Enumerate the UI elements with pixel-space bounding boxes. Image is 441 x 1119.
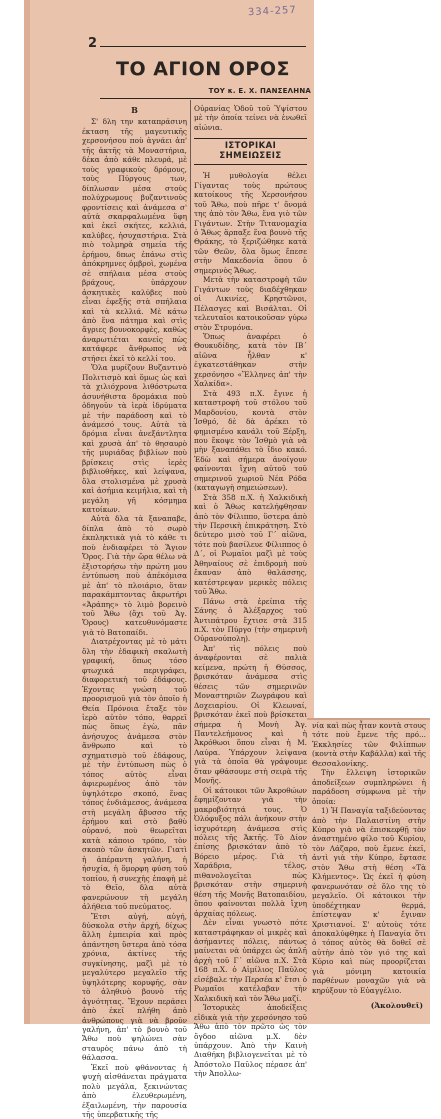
column2-paragraph: Ὅπως ἀναφέρει ὁ Θουκυδίδης, κατὰ τὸν ΙΒ΄ αἰῶνα ἦλθαν κ' ἐγκατεστάθηκαν στὴν χερσόνησο «Ἕλληνες ἀπ' τὴν Χαλκίδα».	[194, 331, 307, 389]
archive-reference-note: 334-257	[247, 4, 298, 19]
column2-paragraph: Στὰ 493 π.Χ. ἔγινε ἡ καταστροφὴ τοῦ στόλου τοῦ Μαρδονίου, κοντὰ στὸν Ἰσθμό, δὲ δὰ ἀρέκει τὸ φημισμένο κανάλι τοῦ Ξέρξη, που ἔκοψε τὸν Ἰσθμὸ γιὰ νὰ μὴν ξαναπάθει τὸ ἴδιο κακό. Ἐδὼ καὶ σήμερα ἀνοίγουν φαίνονται ἴχνη αὐτοῦ τοῦ σημερινοῦ χωριοῦ Νέα Ρόδα (καταγωγὴ σημειώσεων).	[194, 388, 307, 493]
column1-paragraph: Ἔτσι αὐγή, αὐγή, δύσκολα στὴν ἀρχή, δίχως ἄλλη ἐμπειρία καὶ πρὸς ἀπάντηση ὕστερα ἀπὸ τόσα χρόνια, ἀκτίνες τῆς συγκίνησης, μαζὶ μὲ τὸ μεγαλύτερο μεγαλεῖο τῆς ὑψηλότερης κορυφῆς, σὰν τὸ ἀληθινὸ βουνὸ τῆς ἁγνότητας. Ἔχουν περάσει ἀπὸ ἐκεῖ πλήθη ἀπὸ ἀνθρώπους γιὰ νὰ βροῦν γαλήνη, ἀπ' τὸ βουνὸ τοῦ Ἄθω ποὺ ψηλώνει σὰν σταυρὸς πάνω ἀπὸ τὴ θάλασσα.	[82, 911, 187, 1063]
column2-paragraph: Δὲν εἶναι γνωστὸ πότε καταστράφηκαν οἱ μικρὲς καὶ ἀσήμαντες πόλεις, πάντως μαίνεται νὰ ὑπάρχει ὡς ἀπλῆ ἀρχὴ τοῦ Γ΄ αἰῶνα π.Χ. Στὰ 168 π.Χ. ὁ Αἰμίλιος Παῦλος εἰσέβαλε τὴν Περσέα κ' ἔτσι ὁ Ρωμαῖοι κατέλαβαν τὴν Χαλκιδικὴ καὶ τὸν Ἄθω μαζί.	[194, 918, 307, 1003]
section-subheading: ΙΣΤΟΡΙΚΑΙ ΣΗΜΕΙΩΣΕΙΣ	[194, 138, 307, 165]
article-byline: ΤΟΥ κ. Ε. Χ. ΠΑΝΣΕΛΗΝΑ	[208, 87, 311, 95]
column-divider	[190, 100, 191, 1012]
section-marker: Β	[131, 105, 138, 115]
column3-paragraph: νία καὶ πὼς ἦταν κοντὰ στους τότε ποὺ ἔμενε τῆς πρό... Ἐκκλησίες τῶν Φιλίππων (κοντὰ στὴν Καβάλλα) καὶ τῆς Θεσσαλονίκης.	[312, 721, 426, 768]
article-column-1	[82, 104, 187, 1119]
column1-paragraph: Διατρέχοντας μὲ τὸ μάτι ὅλη τὴν ἐδαφικὴ σκαλωτὴ γραφική, ὅπως τόσο φτωχικά περιγράφει, διαφορετικὴ τοῦ ἐδάφους. Ἐχοντας γνώση τοῦ προορισμοῦ γιὰ τὸν ὁποῖο ἡ Θεία Πρόνοια ἔταξε τὸν ἱερὸ αὐτὸν τόπο, θαρρεῖ πὼς ὅπως ἐγὼ, πᾶν ἀνήσυχος ἀνάμεσα στὸν ἄνθρωπο καὶ τὸ σχηματισμὸ τοῦ ἐδάφους, μὲ τὴν ἐντύπωση πὼς ὁ τόπος αὐτὸς εἶναι ἀφιερωμένος ἀπὸ τὸν ὑψηλότερο σκοπό, ἕνας τόπος ἐνδιάμεσος, ἀνάμεσα στὴ μεγάλη ἄβυσσο τῆς ἐρήμου καὶ στὸ βαθὺ οὐρανό, ποὺ θεωρεῖται κατὰ κάποιο τρόπο, τὸν σκοπὸ τῶν ἀσκητῶν. Γιατὶ ἡ ἀπέραντη γαλήνη, ἡ ἡσυχία, ἡ ὅμορφη φύση τοῦ τοπίου, ἡ συνεχὴς ἐπαφὴ μὲ τὸ Θεῖο, δλα αὐτὰ φανερώνουν τὴ μεγάλη ἀλήθεια τοῦ πνεύματος.	[82, 637, 187, 912]
column1-paragraph: Ἐκεῖ ποὺ φθάνοντας ἡ ψυχὴ αἰσθάνεται πράγματα πολὺ μεγάλα, ξεκινώντας ἀπὸ ἐλευθερωμένη, ἐξαιλωμένη, τὴν παρουσία τῆς ὑπερβατικῆς τῆς	[82, 1062, 187, 1119]
column1-paragraph: Ὅλα μυρίζουν Βυζαντινὸ Πολιτισμὸ καὶ ὅμως ὡς καὶ τὰ χιλιόχρονα λιθόστρωτα ἀσυνήθιστα δρομάκια ποὺ ὁδηγοῦν τὰ ἱερὰ ἱδρύματα μὲ τὴν παράδοση καὶ τὸ ἀνάμεσό τους. Αὐτὰ τὰ δρόμια εἶναι ἀνεξάντλητα καὶ χρυσὰ ἀπ' τὸ θησαυρὸ τῆς μυριάδας βιβλίων ποὺ βρίσκεις στὶς ἱερὲς βιβλιοθῆκες, καὶ λείψανα, ὅλα στολισμένα μὲ χρυσὰ καὶ ἀσήμια κειμήλια, καὶ τὴ μεγάλη γῆ κόσμημα κατοίκων.	[82, 363, 187, 515]
column3-paragraph: Τὴν ἔλλειψη ἱστορικῶν ἀποδείξεων συμπληρώνει ἡ παράδοση σύμφωνα μὲ τὴν ὁποία:	[312, 768, 426, 806]
article-column-3	[312, 721, 426, 1011]
continued-label: (Ἀκολουθεῖ)	[370, 1001, 423, 1010]
article-title: ΤΟ ΑΓΙΟΝ ΟΡΟΣ	[116, 58, 290, 80]
column2-paragraph: Ἱστορικὲς ἀποδείξεις εἰδικὰ γιὰ τὴν χερσόνησο τοῦ Ἄθω ἀπὸ τὸν πρῶτο ὡς τὸν ὄγδοο αἰῶνα μ.Χ. δὲν ὑπάρχουν. Ἀπὸ τὴν Καινὴ Διαθήκη βιβλιογενεῖται μὲ τὸ Ἀπόστολο Παῦλος πέρασε ἀπ' τὴν Ἀπολλω-	[194, 1003, 307, 1079]
column2-paragraph: Στὰ 358 π.Χ. ἡ Χαλκιδικὴ καὶ ὁ Ἄθως κατελήφθησαν ἀπὸ τὸν Φίλιππο, ὕστερα ἀπὸ τὴν Περσικὴ ἐπικράτηση. Στὸ δεύτερο μισὸ τοῦ Γ΄ αἰῶνα, τότε ποὺ βασίλευε Φίλιππος ὁ Δ΄, οἱ Ρωμαῖοι μαζὶ μὲ τοὺς Ἀθηναίους σὲ ἐπιδρομὴ ποὺ ἔκαναν ἀπὸ θαλάσσης, κατέστρεψαν μερικὲς πόλεις τοῦ Ἄθω.	[194, 492, 307, 597]
clipping-tear-edge	[307, 718, 430, 720]
clipping-edge-shadow	[24, 0, 30, 1024]
column2-paragraph: Ἡ μυθολογία θέλει Γίγαντας τοὺς πρώτους κατοίκους τῆς Χερσονήσου τοῦ Ἄθω, ποὺ πῆρε τ' ὄνομά της ἀπὸ τὸν Ἄθω, ἕνα γιὸ τῶν Γιγάντων. Στὴν Τιτανομαχία ὁ Ἄθως ἅρπαξε ἕνα βουνὸ τῆς Θράκης, τὸ ξεριζώθηκε κατὰ τῶν Θεῶν, ὅλα ὅμως ἔπεσε στὴν Μακεδονία ὅπου ὁ σημερινὸς Ἄθως.	[194, 171, 307, 275]
column3-paragraph: 1) Ἡ Παναγία ταξιδεύοντας ἀπὸ τὴν Παλαιστίνη στὴν Κύπρο γιὰ νὰ ἐπισκεφθῇ τὸν ἀναστημένο φίλο τοῦ Κυρίου, τὸν Λάζαρο, ποὺ ἔμενε ἐκεῖ, ἀντὶ γιὰ τὴν Κύπρο, ἔφτασε στὸν Ἄθω στὴ θέση «Τὰ Κλήμεντος». Ὡς ἐκεῖ ἡ φύση φανερωνόταν σὲ ὅλο της τὸ μεγαλεῖο. Οἱ κάτοικοι τὴν ὑποδέχτηκαν θερμά, ἐπίστεψαν κ' ἔγιναν Χριστιανοί. Σ' αὐτοὺς τότε ἀποκαλύφθηκε ἡ Παναγία ὅτι ὁ τόπος αὐτὸς θὰ δοθεῖ σὲ αὐτὴν ἀπὸ τὸν γιό της καὶ Κύριο καὶ πὼς προορίζεται γιὰ μόνιμη κατοικία παρθένων μοναχῶν γιὰ νὰ κηρύξουν τὸ Εὐαγγέλιο.	[312, 806, 426, 995]
column2-paragraph: Ἀπ' τὶς πόλεις ποὺ ἀναφέρονται σὲ παλιὰ κείμενα, πρώτη ἡ Θύσσος, βρισκόταν ἀνάμεσα στὶς θέσεις τῶν σημερινῶν Μοναστηριῶν Ζωγράφου καὶ Δοχειαρίου. Οἱ Κλεωναί, βρισκόταν ἐκεῖ ποὺ βρίσκεται σήμερα ἡ Μονὴ Ἁγ. Παντελεήμονος καὶ ἡ Ἀκρόθωοι ὅπου εἶναι ἡ Μ. Λαύρα. Ὑπάρχουν λείψανα γιὰ τὰ ὁποῖα θὰ γράψουμε ὅταν φθάσουμε στὴ σειρὰ τῆς Μονῆς.	[194, 643, 307, 786]
column2-intro: Οὐρανίας Ὁδοῦ τοῦ Ὑψίστου μὲ τὴν ὁποία τείνει νὰ ἑνωθεῖ αἰώνια.	[194, 104, 307, 132]
article-column-2	[194, 104, 307, 1079]
page-number: 2	[88, 36, 98, 51]
column2-paragraph: Πάνω στὰ ἐρείπια τῆς Σάνης ὁ Ἀλέξαρχος τοῦ Ἀντιπάτρου ἔχτισε στὰ 315 π.Χ. τὸν Πύργο (τὴν σημερινὴ Οὐρανούπολη).	[194, 596, 307, 644]
header-top-rule	[100, 46, 306, 47]
column1-paragraph: Αὐτὰ δλα τὰ ξαναπαβε, δίπλα ἀπὸ τὸ σωρὸ ἐκπληκτικὰ γιὰ τὸ κάθε τι ποὺ ἐνδιαφέρει τὸ Ἅγιον Ὄρος. Γιὰ τὴν ὥρα θέλω νὰ ἐξιστορήσω τὴν πρώτη μου ἐντύπωση ποὺ ἀπέκόμισα μὲ ἀπ' τὸ πλοιάριο, ὅταν παρακάμπτοντας ἄκρωτήρι «Ἀράπης» τὸ λιμὸ βορεινὸ τοῦ Ἄθω (ὄχι τοῦ Ἁγ. Ὄρους) κατευθυνόμαστε γιὰ τὸ Βατοπαίδι.	[82, 514, 187, 637]
column1-paragraph: Σ' δλη την καταπράσινη έκταση τῆς μαγευτικῆς χερσονήσου ποὺ ἁγνάει ἀπ' τῆς ἀκτῆς τὰ Μοναστήρια, δέκα ἀπὸ κάθε πλευρά, μὲ τοὺς γραφικοὺς δρόμους, τοὺς Πύργους των, δίπλωσαν μέσα στοὺς πολύχρωμους βυζαντινοὺς φροντίσεις καὶ ἀνάμεσα σ' αὐτὰ σκαρφαλωμένα ὕφη καὶ ἐκεῖ σκήτες, κελλιά, καλύβες, ἡσυχαστήρια. Στὰ πιὸ τολμηρὰ σημεία τῆς ἐρήμου, δπως ἐπάνω στὶς ἀπόκρημνες ὀμβροὶ, χωμένα σὲ σπήλαια μέσα στοὺς βράχους, ὑπάρχουν ἀσκητικὲς καλύβες ποὺ εἶναι ἐφεξῆς στὰ σπήλαια καὶ τὰ κελλιά. Μὲ κάτω ἀπὸ ἕνα πάτημα καὶ στὶς ἄγριες βουνοκορφὲς, καθὼς ἀναρωτιέται κανείς πὼς κατάφερε ἄνθρωπος νὰ στήσει ἐκεῖ τὸ κελλί του.	[82, 117, 187, 363]
header-bottom-rule	[100, 98, 308, 99]
column2-paragraph: Οἱ κάτοικοι τῶν Ἀκροθώων ἔφημίζονταν γιὰ τὴν μακροβιότητά τους. Ὁ Ὀλόφυξος πάλι ἀνήκουν στὴν ἰσχυρότερη ἀνάμεσα στὶς πόλεις τῆς Ἀκτῆς. Τὸ Δίον ἐπίσης βρισκόταν ἀπὸ τὸ Βόρειο μέρος. Γιὰ τὴ Χαράδρια, τέλος, πιθανολογεῖται πὼς βρισκόταν στὴν σημερινὴ θέση τῆς Μονῆς Βατοπαιδίου, ὅπου φαίνονται πολλὰ ἴχνη ἀρχαίας πόλεως.	[194, 785, 307, 918]
column2-paragraph: Μετὰ τὴν καταστροφὴ τῶν Γιγάντων τοὺς διαδέχθηκαν οἱ Λικινίες, Κρηστῶνοι, Πέλασγες καὶ Βισάλται. Οἱ τελευταῖοι κατοικοῦσαν γύρω στὸν Στρυμόνα.	[194, 275, 307, 332]
